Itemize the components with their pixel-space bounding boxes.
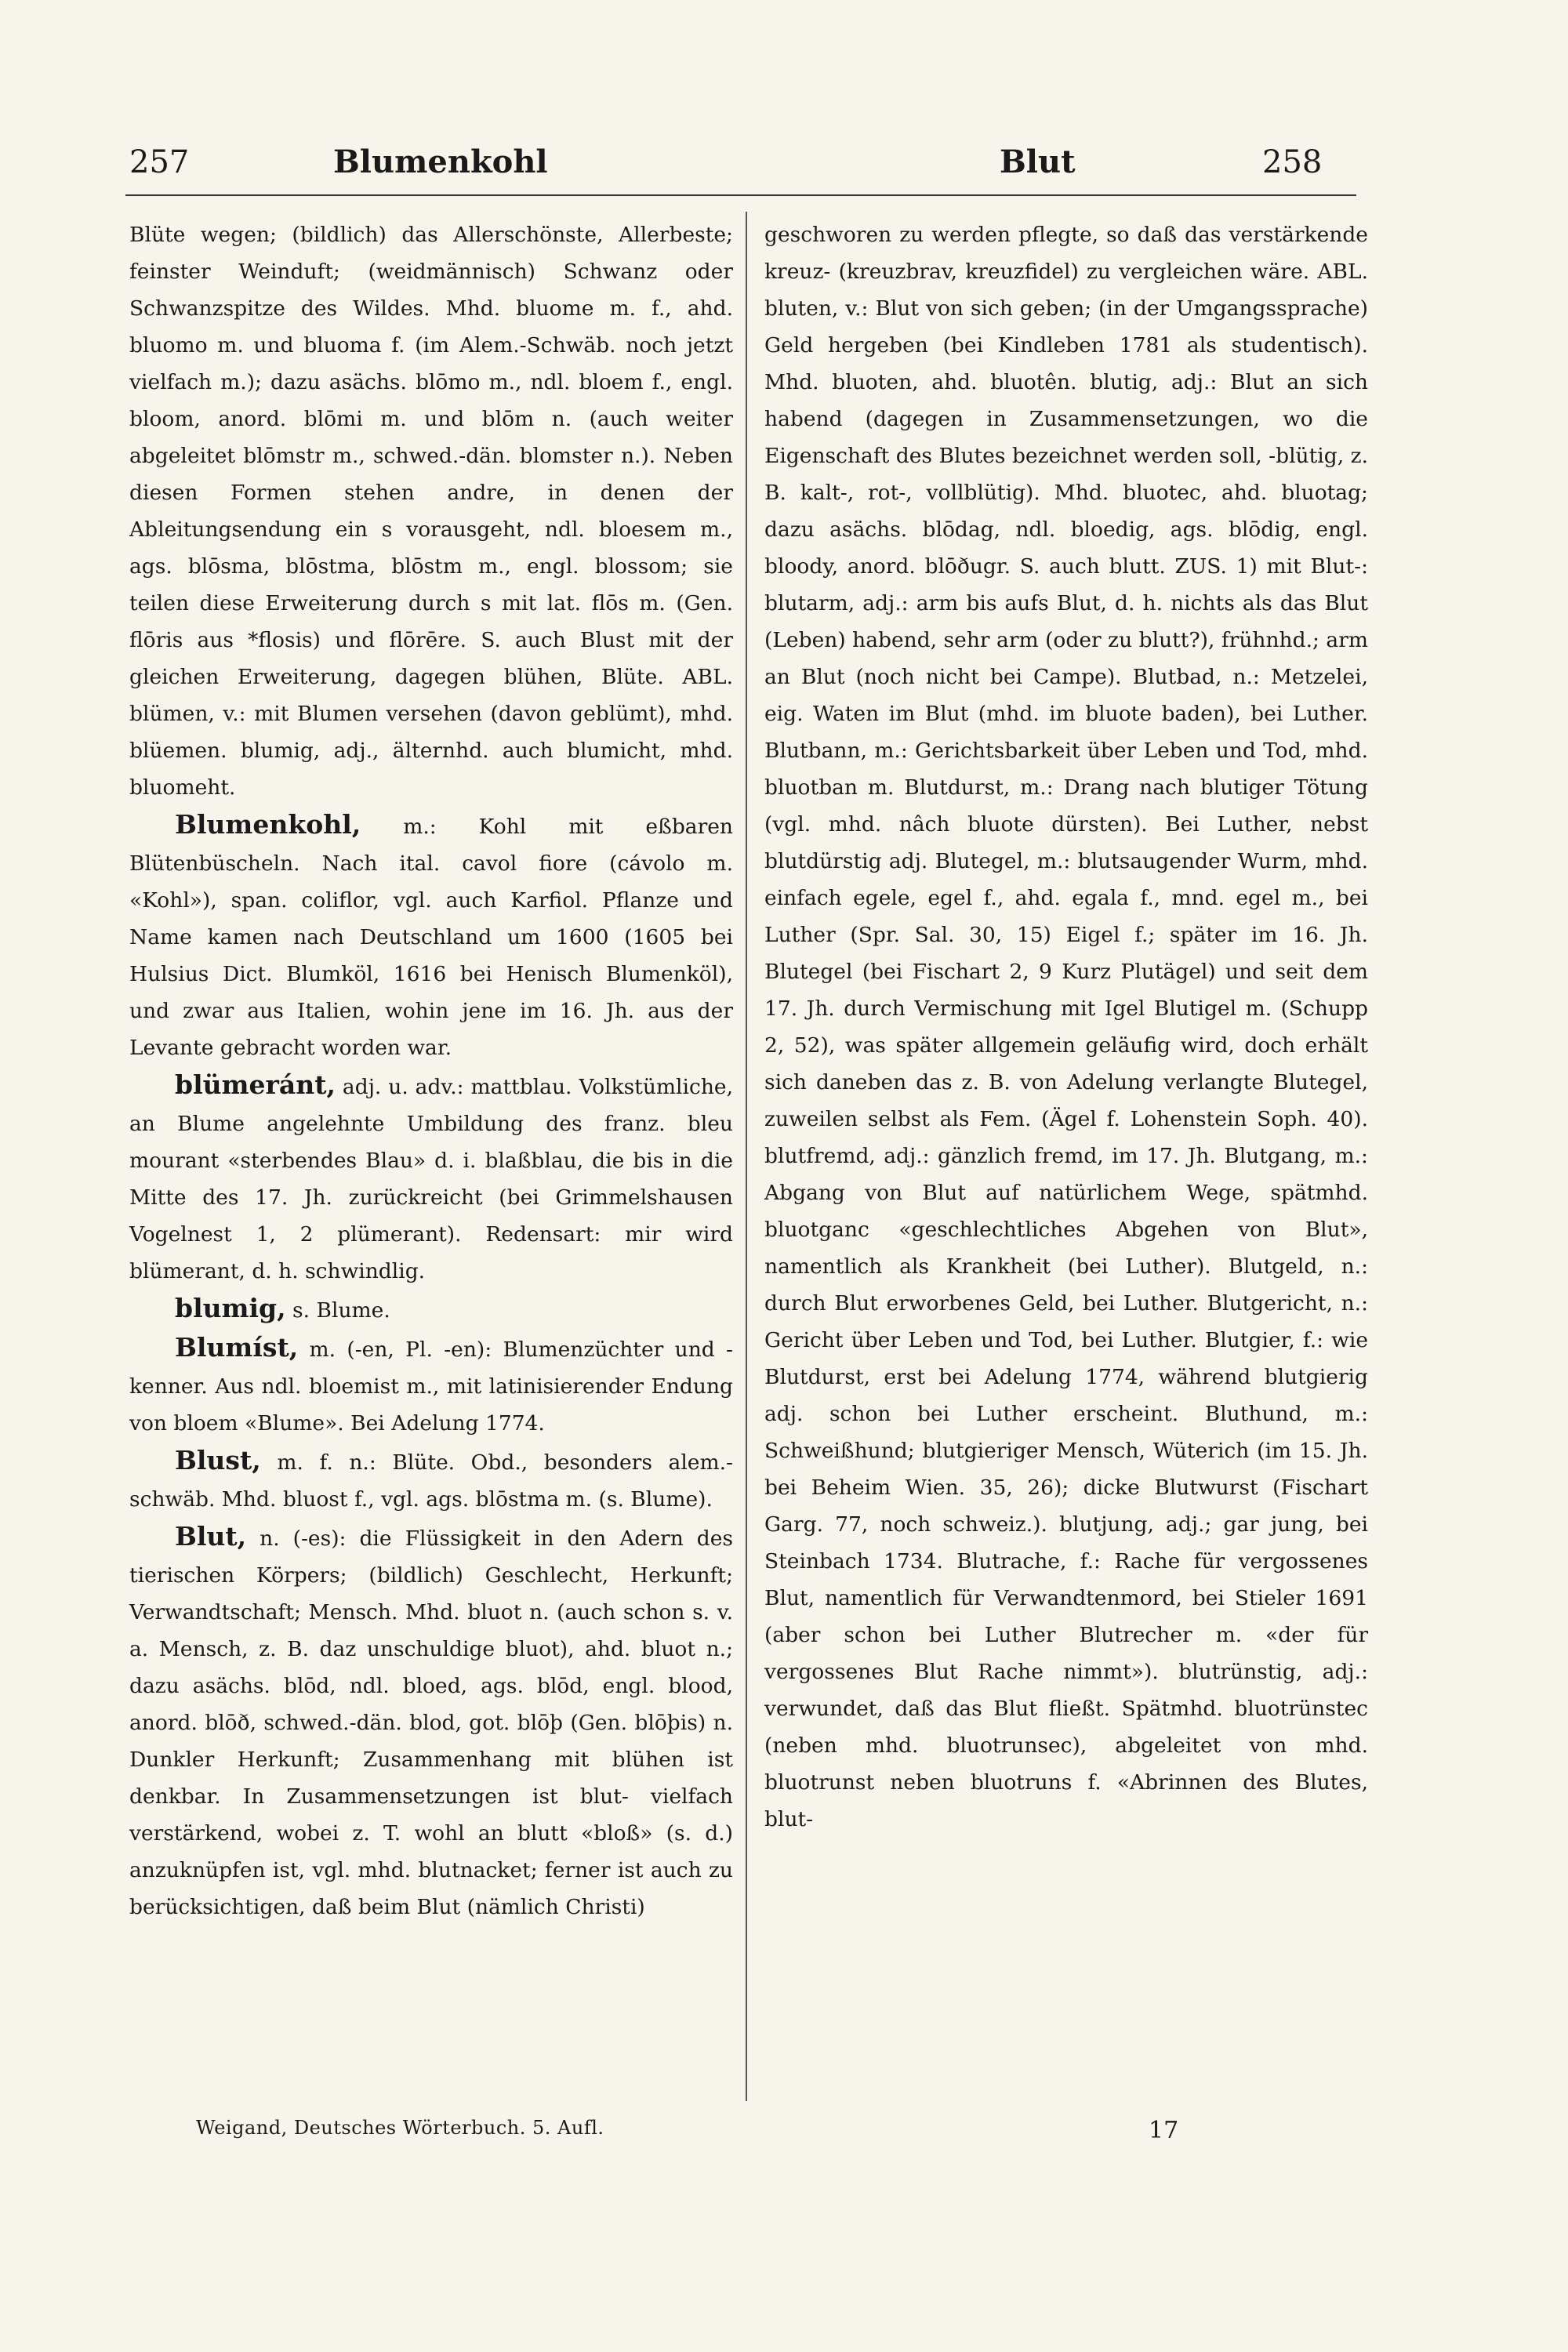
headword: blümeránt, — [175, 1069, 336, 1100]
running-title-left: Blumenkohl — [333, 143, 548, 180]
running-header — [129, 145, 1352, 192]
entry-bluemerant: blümeránt, adj. u. adv.: mattblau. Volkstümliche, an Blume angelehnte Umbildung des franz. bleu mourant «sterbendes Blau» d. i. blaßblau, die bis in die Mitte des 17. Jh. zurückreicht (bei Grimmelshausen Vogelnest 1, 2 plümerant). Redensart: mir wird blümerant, d. h. schwindlig. — [129, 1069, 733, 1283]
right-column — [764, 216, 1368, 1838]
headword: Blut, — [175, 1521, 247, 1552]
entry-blume-continued: Blüte wegen; (bildlich) das Allerschönste, Allerbeste; feinster Weinduft; (weidmännisch) Schwanz oder Schwanzspitze des Wildes. Mhd. bluome m. f., ahd. bluomo m. und bluoma f. (im Alem.-Schwäb. noch jetzt vielfach m.); dazu asächs. blōmo m., ndl. bloem f., engl. bloom, anord. blōmi m. und blōm n. (auch weiter abgeleitet blōmstr m., schwed.-dän. blomster n.). Neben diesen Formen stehen andre, in denen der Ableitungsendung ein s vorausgeht, ndl. bloesem m., ags. blōsma, blōstma, blōstm m., engl. blossom; sie teilen diese Erweiterung durch s mit lat. flōs m. (Gen. flōris aus *flosis) und flōrēre. S. auch Blust mit der gleichen Erweiterung, dagegen blühen, Blüte. ABL. blümen, v.: mit Blumen versehen (davon geblümt), mhd. blüemen. blumig, adj., älternhd. auch blumicht, mhd. bluomeht. — [129, 223, 733, 800]
imprint-line: Weigand, Deutsches Wörterbuch. 5. Aufl. — [196, 2117, 604, 2139]
entry-blust: Blust, m. f. n.: Blüte. Obd., besonders alem.-schwäb. Mhd. bluost f., vgl. ags. blōstma m. (s. Blume). — [129, 1445, 733, 1512]
header-rule — [125, 194, 1356, 196]
entry-blumenkohl: Blumenkohl, m.: Kohl mit eßbaren Blütenbüscheln. Nach ital. cavol fiore (cávolo m. «Kohl»), span. coliflor, vgl. auch Karfiol. Pflanze und Name kamen nach Deutschland um 1600 (1605 bei Hulsius Dict. Blumköl, 1616 bei Henisch Blumenköl), und zwar aus Italien, wohin jene im 16. Jh. aus der Levante gebracht worden war. — [129, 809, 733, 1060]
entry-blut-continued: geschworen zu werden pflegte, so daß das verstärkende kreuz- (kreuzbrav, kreuzfidel) zu vergleichen wäre. ABL. bluten, v.: Blut von sich geben; (in der Umgangssprache) Geld hergeben (bei Kindleben 1781 als studentisch). Mhd. bluoten, ahd. bluotên. blutig, adj.: Blut an sich habend (dagegen in Zusammensetzungen, wo die Eigenschaft des Blutes bezeichnet werden soll, -blütig, z. B. kalt-, rot-, vollblütig). Mhd. bluotec, ahd. bluotag; dazu asächs. blōdag, ndl. bloedig, ags. blōdig, engl. bloody, anord. blōðugr. S. auch blutt. ZUS. 1) mit Blut-: blutarm, adj.: arm bis aufs Blut, d. h. nichts als das Blut (Leben) habend, sehr arm (oder zu blutt?), frühnhd.; arm an Blut (noch nicht bei Campe). Blutbad, n.: Metzelei, eig. Waten im Blut (mhd. im bluote baden), bei Luther. Blutbann, m.: Gerichtsbarkeit über Leben und Tod, mhd. bluotban m. Blutdurst, m.: Drang nach blutiger Tötung (vgl. mhd. nâch bluote dürsten). Bei Luther, nebst blutdürstig adj. Blutegel, m.: blutsaugender Wurm, mhd. einfach egele, egel f., ahd. egala f., mnd. egel m., bei Luther (Spr. Sal. 30, 15) Eigel f.; später im 16. Jh. Blutegel (bei Fischart 2, 9 Kurz Plutägel) und seit dem 17. Jh. durch Vermischung mit Igel Blutigel m. (Schupp 2, 52), was später allgemein geläufig wird, doch erhält sich daneben das z. B. von Adelung verlangte Blutegel, zuweilen selbst als Fem. (Ägel f. Lohenstein Soph. 40). blutfremd, adj.: gänzlich fremd, im 17. Jh. Blutgang, m.: Abgang von Blut auf natürlichem Wege, spätmhd. bluotganc «geschlechtliches Abgehen von Blut», namentlich als Krankheit (bei Luther). Blutgeld, n.: durch Blut erworbenes Geld, bei Luther. Blutgericht, n.: Gericht über Leben und Tod, bei Luther. Blutgier, f.: wie Blutdurst, erst bei Adelung 1774, während blutgierig adj. schon bei Luther erscheint. Bluthund, m.: Schweißhund; blutgieriger Mensch, Wüterich (im 15. Jh. bei Beheim Wien. 35, 26); dicke Blutwurst (Fischart Garg. 77, noch schweiz.). blutjung, adj.; gar jung, bei Steinbach 1734. Blutrache, f.: Rache für vergossenes Blut, namentlich für Verwandtenmord, bei Stieler 1691 (aber schon bei Luther Blutrecher m. «der für vergossenes Blut Rache nimmt»). blutrünstig, adj.: verwundet, daß das Blut fließt. Spätmhd. bluotrünstec (neben mhd. bluotrunsec), abgeleitet von mhd. bluotrunst neben bluotruns f. «Abrinnen des Blutes, blut- — [764, 223, 1368, 1831]
column-divider — [746, 212, 747, 2101]
headword: Blumíst, — [175, 1332, 299, 1363]
page-number-left: 257 — [129, 144, 190, 180]
headword: blumig, — [175, 1293, 286, 1323]
page-number-right: 258 — [1262, 144, 1323, 180]
headword: Blumenkohl, — [175, 809, 361, 840]
signature-mark: 17 — [1149, 2117, 1179, 2144]
headword: Blust, — [175, 1445, 261, 1475]
running-title-right: Blut — [1000, 143, 1076, 180]
entry-blumist: Blumíst, m. (-en, Pl. -en): Blumenzüchter und -kenner. Aus ndl. bloemist m., mit latinisierender Endung von bloem «Blume». Bei Adelung 1774. — [129, 1332, 733, 1436]
entry-blumig: blumig, s. Blume. — [175, 1293, 390, 1323]
entry-blut: Blut, n. (-es): die Flüssigkeit in den Adern des tierischen Körpers; (bildlich) Geschlecht, Herkunft; Verwandtschaft; Mensch. Mhd. bluot n. (auch schon s. v. a. Mensch, z. B. daz unschuldige bluot), ahd. bluot n.; dazu asächs. blōd, ndl. bloed, ags. blōd, engl. blood, anord. blōð, schwed.-dän. blod, got. blōþ (Gen. blōþis) n. Dunkler Herkunft; Zusammenhang mit blühen ist denkbar. In Zusammensetzungen ist blut- vielfach verstärkend, wobei z. T. wohl an blutt «bloß» (s. d.) anzuknüpfen ist, vgl. mhd. blutnacket; ferner ist auch zu berücksichtigen, daß beim Blut (nämlich Christi) — [129, 1521, 733, 1919]
left-column — [129, 216, 733, 1926]
